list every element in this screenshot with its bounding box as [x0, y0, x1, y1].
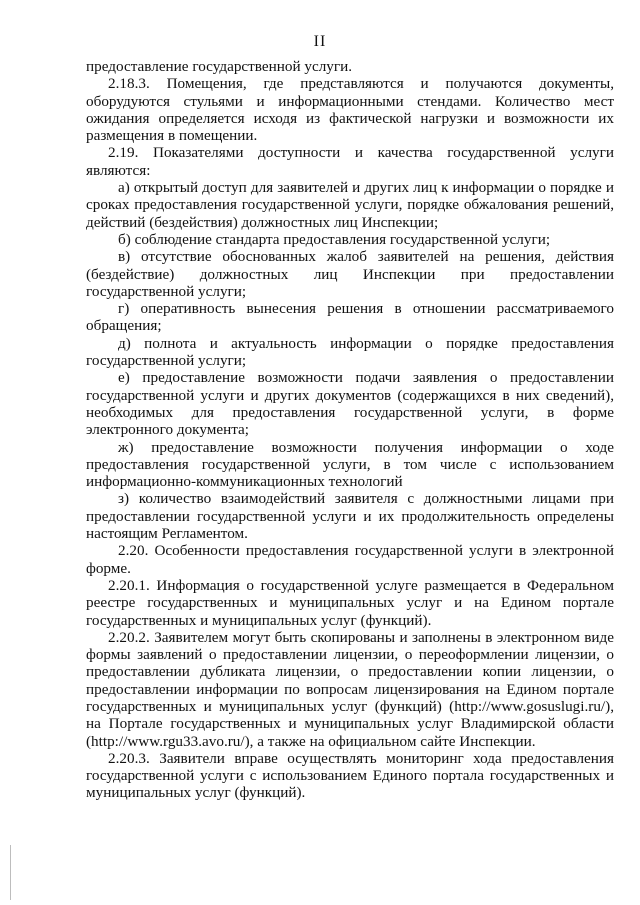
paragraph-2-20-3: 2.20.3. Заявители вправе осуществлять мониторинг хода предоставления государственной услуги с использованием Единого портала государственных и муниципальных услуг (функций). — [86, 749, 614, 802]
paragraph-2-20-1: 2.20.1. Информация о государственной услуге размещается в Федеральном реестре государственных и муниципальных услуг и на Едином портале государственных и муниципальных услуг (функций). — [86, 576, 614, 629]
list-item-v: в) отсутствие обоснованных жалоб заявителей на решения, действия (бездействие) должностных лиц Инспекции при предоставлении государственной услуги; — [86, 248, 614, 300]
paragraph-2-18-3: 2.18.3. Помещения, где представляются и получаются документы, оборудуются стульями и информационными стендами. Количество мест ожидания определяется исходя из фактической нагрузки и возможности их размещения в помещении. — [86, 75, 614, 145]
list-item-g: г) оперативность вынесения решения в отношении рассматриваемого обращения; — [86, 300, 614, 335]
document-body — [86, 58, 614, 802]
list-item-d: д) полнота и актуальность информации о порядке предоставления государственной услуги; — [86, 334, 614, 370]
list-item-e: е) предоставление возможности подачи заявления о предоставлении государственной услуги и других документов (содержащихся в них сведений), необходимых для предоставления государственной услуги, в форме электронного документа; — [86, 369, 614, 439]
page-number: II — [313, 33, 327, 50]
paragraph-2-20: 2.20. Особенности предоставления государственной услуги в электронной форме. — [86, 542, 614, 577]
paragraph-2-19: 2.19. Показателями доступности и качества государственной услуги являются: — [86, 144, 614, 179]
list-item-z: з) количество взаимодействий заявителя с должностными лицами при предоставлении государственной услуги и их продолжительность определены настоящим Регламентом. — [86, 490, 614, 543]
list-item-b: б) соблюдение стандарта предоставления государственной услуги; — [118, 230, 551, 248]
paragraph-continuation: предоставление государственной услуги. — [86, 58, 353, 75]
paragraph-2-20-2: 2.20.2. Заявителем могут быть скопированы и заполнены в электронном виде формы заявлений о предоставлении лицензии, о переоформлении лицензии, о предоставлении дубликата лицензии, о предоставлении копии лицензии, о предоставлении информации по вопросам лицензирования на Едином портале государственных и муниципальных услуг (функций) (http://www.gosuslugi.ru/), на Портале государственных и муниципальных услуг Владимирской области (http://www.rgu33.avo.ru/), а также на официальном сайте Инспекции. — [86, 628, 614, 750]
scan-edge-line — [10, 845, 11, 900]
list-item-zh: ж) предоставление возможности получения информации о ходе предоставления государственной услуги, в том числе с использованием информационно-коммуникационных технологий — [86, 438, 614, 491]
list-item-a: а) открытый доступ для заявителей и других лиц к информации о порядке и сроках предоставления государственной услуги, порядке обжалования решений, действий (бездействия) должностных лиц Инспекции; — [86, 179, 614, 231]
